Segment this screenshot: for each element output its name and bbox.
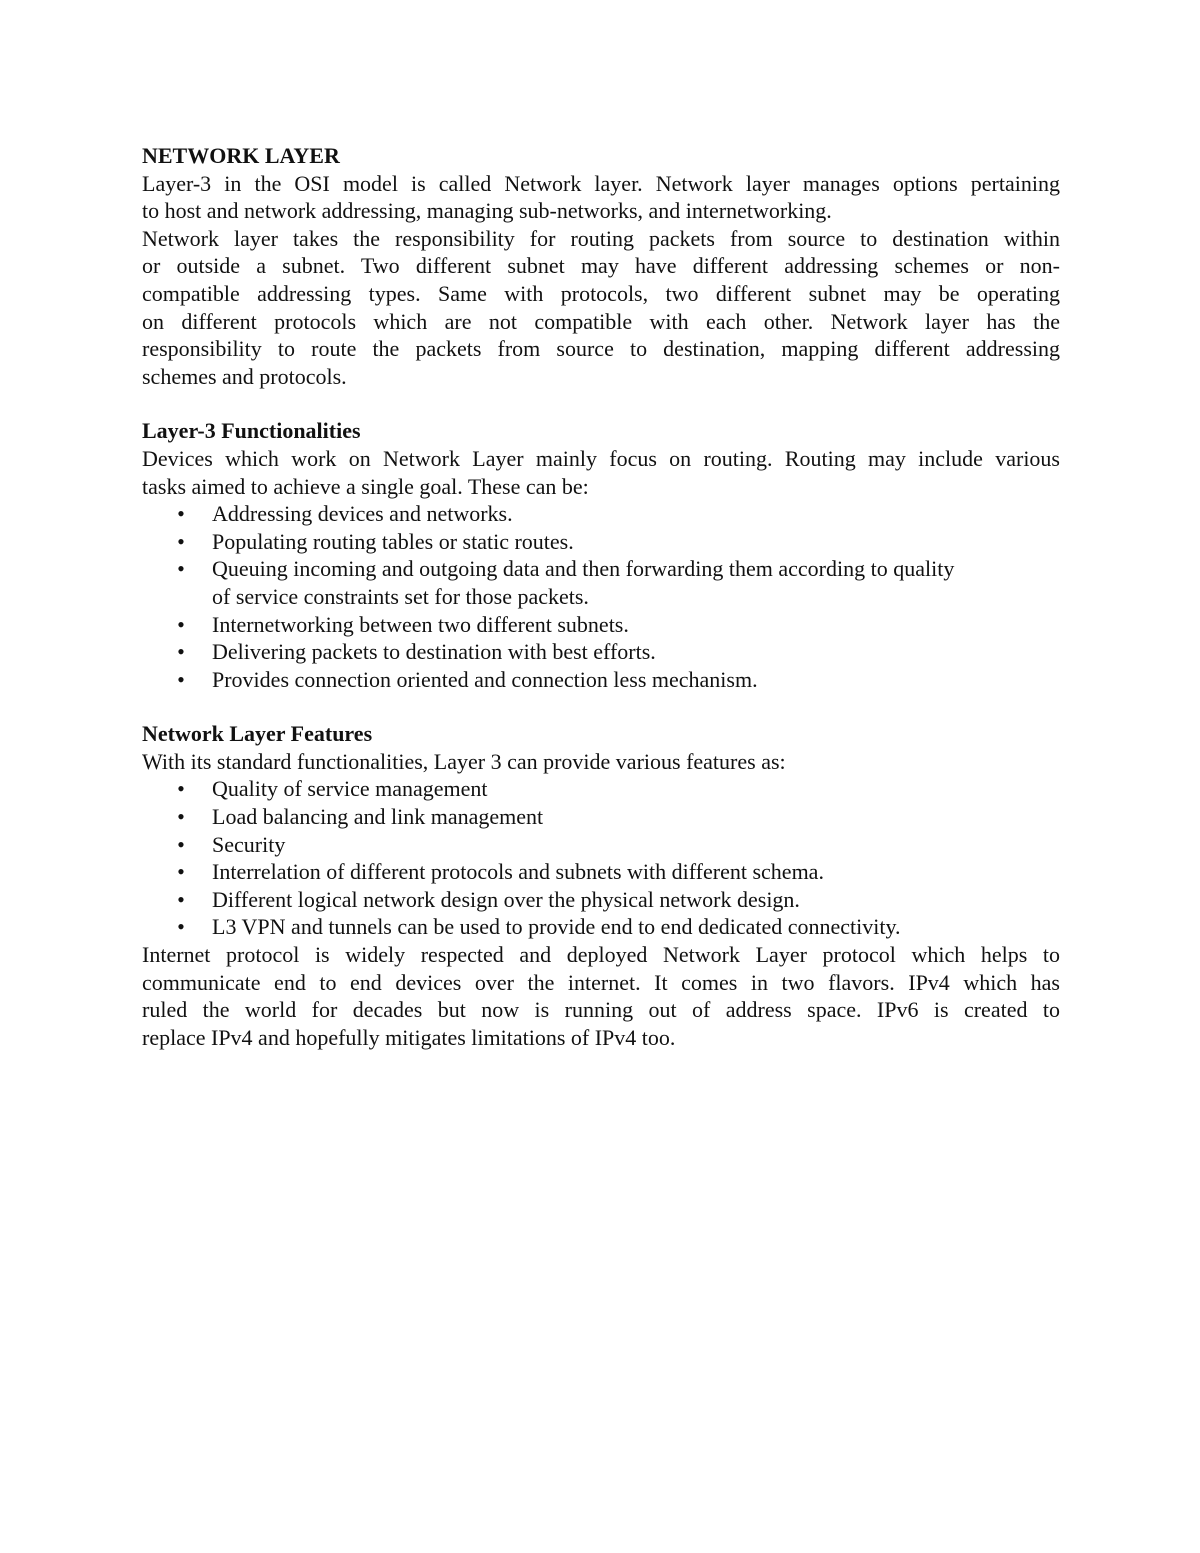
- paragraph-gap: [142, 693, 1060, 720]
- bullet-icon: •: [177, 556, 185, 582]
- functionalities-intro-line: tasks aimed to achieve a single goal. These can be:: [142, 473, 589, 499]
- list-item: [142, 775, 1060, 803]
- features-list: [142, 775, 1060, 941]
- bullet-icon: •: [177, 831, 185, 857]
- list-item-text: Different logical network design over the physical network design.: [212, 886, 800, 912]
- routing-line: Network layer takes the responsibility for routing packets from source to destination within: [142, 225, 1060, 251]
- routing-paragraph: [142, 225, 1060, 391]
- list-item: [142, 858, 1060, 886]
- list-item: [142, 913, 1060, 941]
- list-item-text: L3 VPN and tunnels can be used to provide end to end dedicated connectivity.: [212, 914, 901, 940]
- closing-line: ruled the world for decades but now is running out of address space. IPv6 is created to: [142, 997, 1060, 1023]
- closing-paragraph: [142, 941, 1060, 1051]
- bullet-icon: •: [177, 859, 185, 885]
- list-item-text: Provides connection oriented and connection less mechanism.: [212, 666, 758, 692]
- routing-line: schemes and protocols.: [142, 363, 347, 389]
- list-item: [142, 500, 1060, 528]
- document-title: NETWORK LAYER: [142, 143, 340, 168]
- bullet-icon: •: [177, 611, 185, 637]
- bullet-icon: •: [177, 528, 185, 554]
- list-item-text: Addressing devices and networks.: [212, 501, 513, 527]
- list-item: [142, 528, 1060, 556]
- functionalities-list: [142, 500, 1060, 693]
- routing-line: compatible addressing types. Same with protocols, two different subnet may be operating: [142, 280, 1060, 306]
- list-item-text: Queuing incoming and outgoing data and then forwarding them according to quality: [212, 556, 955, 582]
- features-heading: Network Layer Features: [142, 721, 373, 747]
- bullet-icon: •: [177, 776, 185, 802]
- list-item: [142, 831, 1060, 859]
- bullet-icon: •: [177, 639, 185, 665]
- list-item: [142, 611, 1060, 639]
- bullet-icon: •: [177, 886, 185, 912]
- routing-line: responsibility to route the packets from source to destination, mapping different addressing: [142, 336, 1060, 362]
- list-item: [142, 803, 1060, 831]
- functionalities-heading: Layer-3 Functionalities: [142, 418, 361, 444]
- list-item-text: Delivering packets to destination with best efforts.: [212, 639, 656, 665]
- list-item-text: Security: [212, 831, 286, 857]
- list-item-text: Load balancing and link management: [212, 804, 544, 830]
- functionalities-intro-line: Devices which work on Network Layer mainly focus on routing. Routing may include various: [142, 445, 1060, 471]
- intro-paragraph: [142, 170, 1060, 225]
- list-item: [142, 638, 1060, 666]
- closing-line: communicate end to end devices over the internet. It comes in two flavors. IPv4 which has: [142, 969, 1060, 995]
- intro-line: to host and network addressing, managing sub-networks, and internetworking.: [142, 198, 832, 224]
- bullet-icon: •: [177, 666, 185, 692]
- list-item: [142, 886, 1060, 914]
- list-item-text: Quality of service management: [212, 776, 488, 802]
- closing-line: replace IPv4 and hopefully mitigates limitations of IPv4 too.: [142, 1024, 676, 1050]
- list-item: [142, 666, 1060, 694]
- list-item-text: Populating routing tables or static routes.: [212, 528, 574, 554]
- bullet-icon: •: [177, 501, 185, 527]
- bullet-icon: •: [177, 914, 185, 940]
- routing-line: on different protocols which are not compatible with each other. Network layer has the: [142, 308, 1060, 334]
- list-item: [142, 555, 1060, 610]
- intro-line: Layer-3 in the OSI model is called Network layer. Network layer manages options pertaining: [142, 170, 1060, 196]
- routing-line: or outside a subnet. Two different subnet may have different addressing schemes or non-: [142, 253, 1060, 279]
- paragraph-gap: [142, 390, 1060, 417]
- list-item-text-continued: of service constraints set for those packets.: [212, 583, 589, 609]
- bullet-icon: •: [177, 804, 185, 830]
- list-item-text: Interrelation of different protocols and subnets with different schema.: [212, 859, 824, 885]
- document-page: [142, 142, 1060, 1051]
- features-intro: With its standard functionalities, Layer 3 can provide various features as:: [142, 748, 786, 774]
- closing-line: Internet protocol is widely respected and deployed Network Layer protocol which helps to: [142, 942, 1060, 968]
- list-item-text: Internetworking between two different subnets.: [212, 611, 629, 637]
